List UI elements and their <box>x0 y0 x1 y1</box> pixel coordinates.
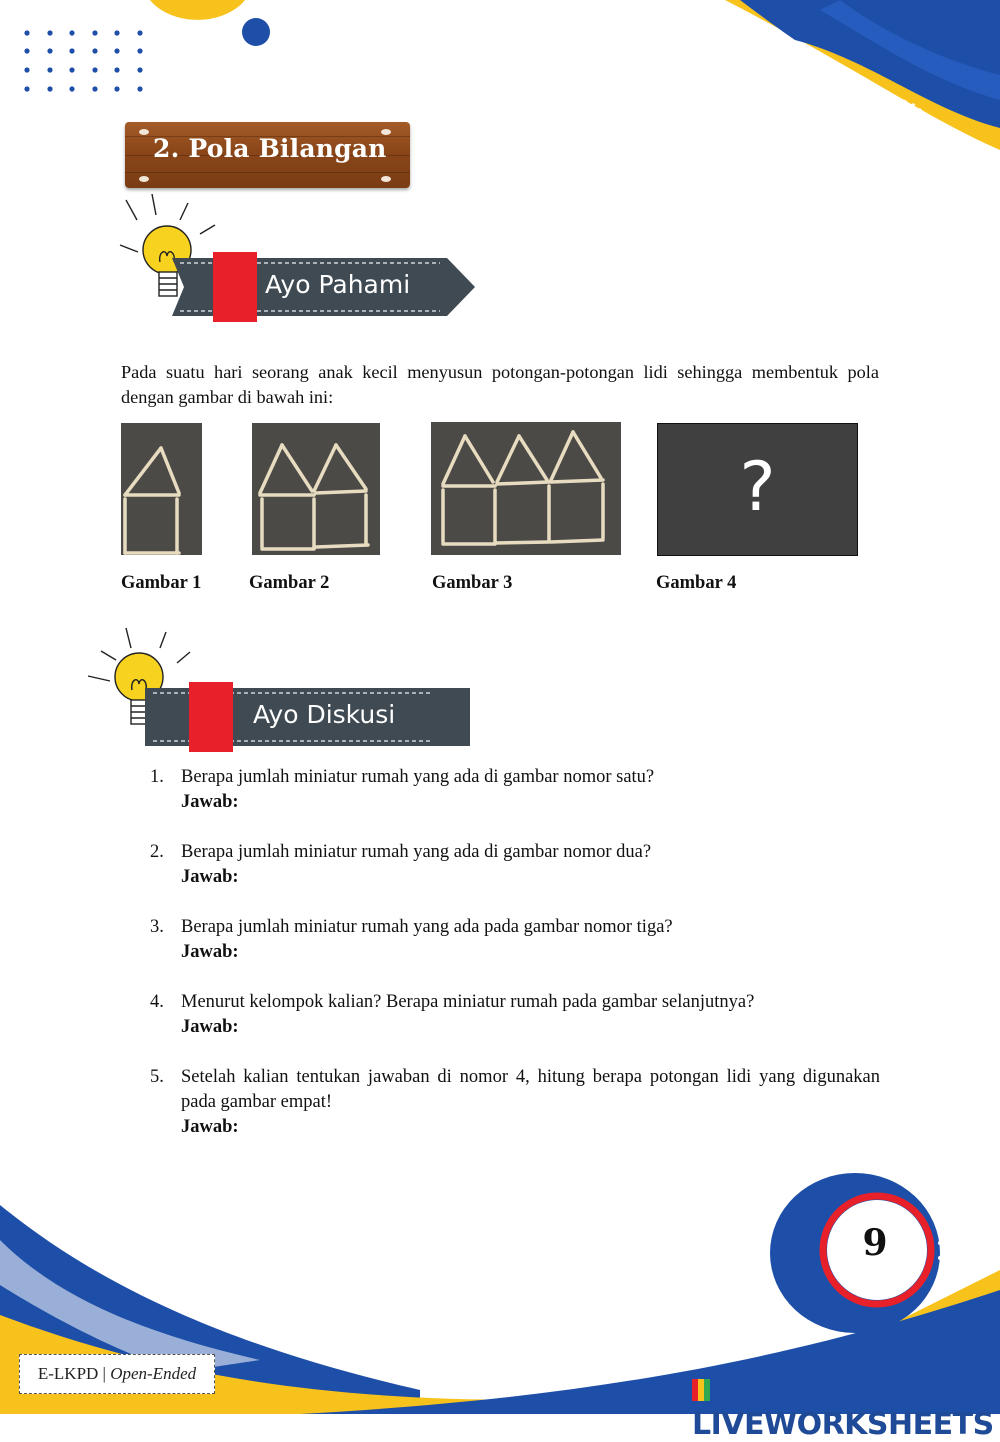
question-number: 4. <box>150 992 164 1012</box>
banner-ayo-pahami <box>172 258 477 316</box>
answer-label: Jawab: <box>181 1017 239 1037</box>
banner-label: Ayo Pahami <box>265 270 411 299</box>
footer-prefix: E-LKPD | <box>37 1364 111 1383</box>
answer-label: Jawab: <box>181 1117 239 1137</box>
question-text: Berapa jumlah miniatur rumah yang ada di gambar nomor satu? <box>181 767 655 787</box>
figure-2-image <box>252 423 380 555</box>
question-list <box>150 765 880 1165</box>
dot-grid <box>24 30 142 91</box>
page-number: 9 <box>862 1222 888 1264</box>
answer-label: Jawab: <box>181 867 239 887</box>
banner-tag <box>213 252 257 322</box>
blue-dot <box>242 18 270 46</box>
figure-3-image <box>431 422 621 555</box>
banner-ayo-diskusi <box>145 688 470 746</box>
matchstick-house-3 <box>431 422 621 555</box>
question-item <box>150 765 880 815</box>
figure-caption: Gambar 4 <box>656 573 737 593</box>
question-number: 3. <box>150 917 164 937</box>
question-text: Berapa jumlah miniatur rumah yang ada di gambar nomor dua? <box>181 842 652 862</box>
question-number: 5. <box>150 1067 164 1087</box>
liveworksheets-logo-icon <box>692 1379 710 1401</box>
figure-4-placeholder <box>657 423 858 556</box>
liveworksheets-watermark[interactable] <box>692 1372 1000 1442</box>
banner-tag <box>189 682 233 752</box>
intro-paragraph: Pada suatu hari seorang anak kecil menyusun potongan-potongan lidi sehingga membentuk pola dengan gambar di bawah ini: <box>121 362 879 407</box>
footer-italic: Open-Ended <box>110 1364 197 1383</box>
footer-label <box>19 1354 215 1394</box>
section-title: 2. Pola Bilangan <box>153 134 387 163</box>
matchstick-house-1 <box>121 423 202 555</box>
question-item <box>150 1065 880 1140</box>
answer-label: Jawab: <box>181 792 239 812</box>
banner-label: Ayo Diskusi <box>253 700 396 729</box>
figure-caption: Gambar 1 <box>121 573 202 593</box>
question-mark: ? <box>739 448 776 527</box>
question-text: Setelah kalian tentukan jawaban di nomor 4, hitung berapa potongan lidi yang digunakan pada gambar empat! <box>181 1067 880 1112</box>
figure-1-image <box>121 423 202 555</box>
yellow-arc-top <box>150 0 245 20</box>
figure-caption: Gambar 2 <box>249 573 330 593</box>
question-text: Menurut kelompok kalian? Berapa miniatur rumah pada gambar selanjutnya? <box>181 992 755 1012</box>
question-text: Berapa jumlah miniatur rumah yang ada pada gambar nomor tiga? <box>181 917 673 937</box>
question-number: 1. <box>150 767 164 787</box>
question-item <box>150 990 880 1040</box>
section-title-sign <box>125 122 410 188</box>
watermark-text: LIVEWORKSHEETS <box>692 1407 994 1442</box>
question-item <box>150 915 880 965</box>
question-item <box>150 840 880 890</box>
matchstick-house-2 <box>252 423 380 555</box>
answer-label: Jawab: <box>181 942 239 962</box>
question-number: 2. <box>150 842 164 862</box>
figure-caption: Gambar 3 <box>432 573 513 593</box>
